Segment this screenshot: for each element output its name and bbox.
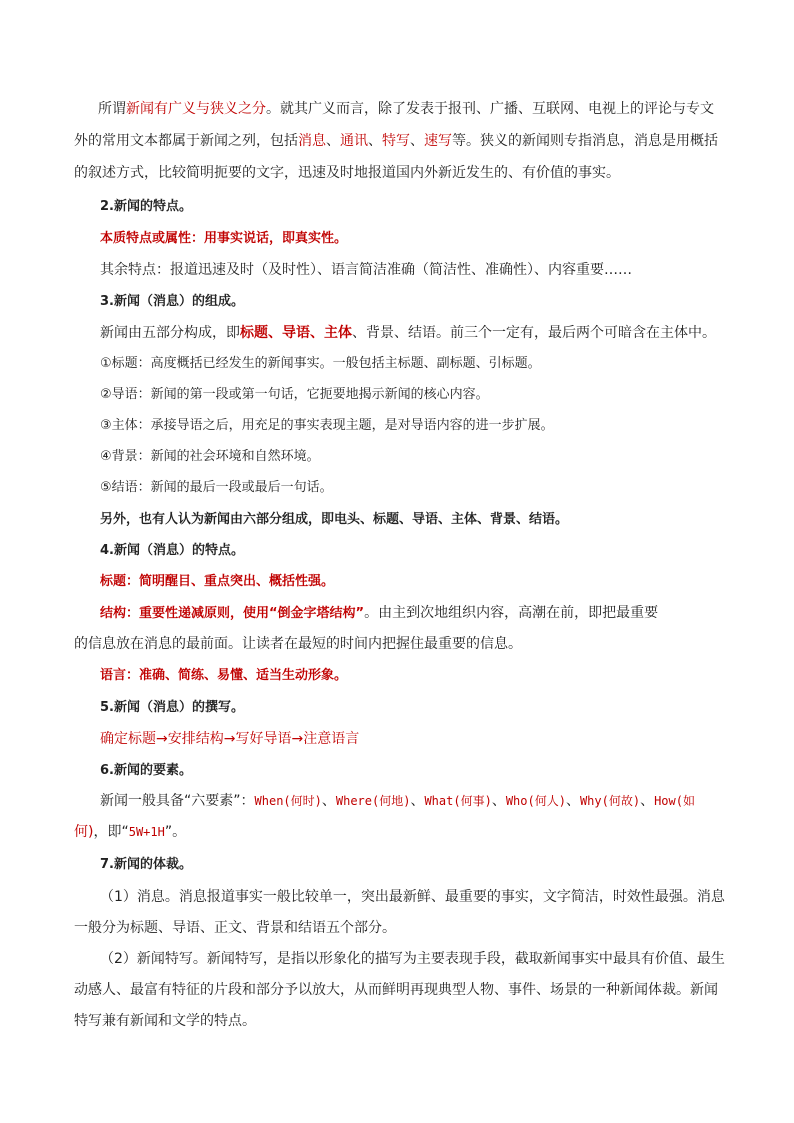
- text: 所谓: [98, 101, 126, 117]
- paragraph-line: 特写兼有新闻和文学的特点。: [74, 1013, 256, 1029]
- note-line: 另外，也有人认为新闻由六部分组成，即电头、标题、导语、主体、背景、结语。: [100, 512, 569, 527]
- highlight-text: 结构：重要性递减原则，使用“倒金字塔结构”: [100, 606, 365, 621]
- list-item: ②导语：新闻的第一段或第一句话，它扼要地揭示新闻的核心内容。: [100, 387, 489, 402]
- list-item: ③主体：承接导语之后，用充足的事实表现主题，是对导语内容的进一步扩展。: [100, 418, 554, 433]
- text: 、: [640, 793, 655, 809]
- text: 、: [491, 793, 506, 809]
- text: 、: [310, 325, 324, 341]
- highlight-text: 速写: [424, 133, 452, 149]
- highlight-text: 何): [74, 824, 94, 840]
- text: 、: [321, 793, 336, 809]
- paragraph-line: [100, 603, 724, 623]
- paragraph-line: 的信息放在消息的最前面。让读者在最短的时间内把握住最重要的信息。: [74, 636, 522, 652]
- highlight-text: 新闻有广义与狭义之分: [126, 101, 266, 117]
- text: 、: [410, 133, 424, 149]
- emphasis-line: 本质特点或属性：用事实说话，即真实性。: [100, 231, 348, 246]
- paragraph-line: 其余特点：报道迅速及时（及时性）、语言简洁准确（简洁性、准确性）、内容重要……: [100, 262, 632, 278]
- highlight-text: 通讯: [340, 133, 368, 149]
- text: 。就其广义而言，除了发表于报刊、广播、互联网、电视上的评论与专文: [266, 101, 714, 117]
- highlight-text: Who(何人): [505, 794, 566, 808]
- text: 的叙述方式，比较简明扼要的文字，迅速及时地报道国内外新近发生的、有价值的事实。: [74, 165, 620, 181]
- paragraph-line: [74, 163, 724, 183]
- text: 。由主到次地组织内容，高潮在前，即把最重要: [364, 605, 659, 621]
- text: 等。狭义的新闻则专指消息，消息是用概括: [452, 133, 718, 149]
- text: 新闻一般具备“六要素”：: [100, 793, 255, 809]
- section-heading: 4.新闻（消息）的特点。: [100, 543, 244, 558]
- list-item: ④背景：新闻的社会环境和自然环境。: [100, 449, 320, 464]
- section-heading: 3.新闻（消息）的组成。: [100, 294, 244, 309]
- text: 新闻由五部分构成，即: [100, 325, 240, 341]
- highlight-text: When(何时): [254, 794, 322, 808]
- list-item: ⑤结语：新闻的最后一段或最后一句话。: [100, 480, 333, 495]
- text: 、: [368, 133, 382, 149]
- emphasis-line: 语言：准确、简练、易懂、适当生动形象。: [100, 668, 348, 683]
- list-item: ①标题：高度概括已经发生的新闻事实。一般包括主标题、副标题、引标题。: [100, 356, 541, 371]
- highlight-text: Why(何故): [579, 794, 641, 808]
- highlight-text: 消息: [298, 133, 326, 149]
- section-heading: 6.新闻的要素。: [100, 763, 192, 778]
- highlight-text: 5W+1H: [128, 825, 165, 839]
- highlight-text: 标题: [240, 325, 268, 341]
- text: ”。: [164, 824, 187, 840]
- text: 、: [268, 325, 282, 341]
- text: 、背景、结语。前三个一定有，最后两个可暗含在主体中。: [352, 325, 716, 341]
- section-heading: 2.新闻的特点。: [100, 199, 192, 214]
- text: 、: [410, 793, 425, 809]
- text: 、: [565, 793, 580, 809]
- text: 、: [326, 133, 340, 149]
- paragraph-line: （2）新闻特写。新闻特写，是指以形象化的描写为主要表现手段，截取新闻事实中最具有价值、最生: [100, 951, 725, 967]
- paragraph-line: 一般分为标题、导语、正文、背景和结语五个部分。: [74, 920, 396, 936]
- paragraph-line: [74, 131, 724, 151]
- section-heading: 7.新闻的体裁。: [100, 857, 192, 872]
- paragraph-line: [100, 791, 724, 811]
- highlight-text: How(如: [654, 794, 695, 808]
- paragraph-line: （1）消息。消息报道事实一般比较单一，突出最新鲜、最重要的事实，文字简洁，时效性最强。消息: [100, 889, 725, 905]
- paragraph-line: 动感人、最富有特征的片段和部分予以放大，从而鲜明再现典型人物、事件、场景的一种新闻体裁。新闻: [74, 982, 718, 998]
- paragraph-line: [98, 99, 724, 119]
- paragraph-line: [74, 822, 724, 842]
- highlight-text: Where(何地): [335, 794, 411, 808]
- highlight-text: What(何事): [424, 794, 492, 808]
- emphasis-line: 标题：简明醒目、重点突出、概括性强。: [100, 574, 335, 589]
- text: 外的常用文本都属于新闻之列，包括: [74, 133, 298, 149]
- text: ，即“: [93, 824, 129, 840]
- paragraph-line: [100, 323, 724, 343]
- section-heading: 5.新闻（消息）的撰写。: [100, 700, 244, 715]
- highlight-text: 特写: [382, 133, 410, 149]
- steps-line: 确定标题→安排结构→写好导语→注意语言: [100, 731, 360, 747]
- highlight-text: 主体: [324, 325, 352, 341]
- highlight-text: 导语: [282, 325, 310, 341]
